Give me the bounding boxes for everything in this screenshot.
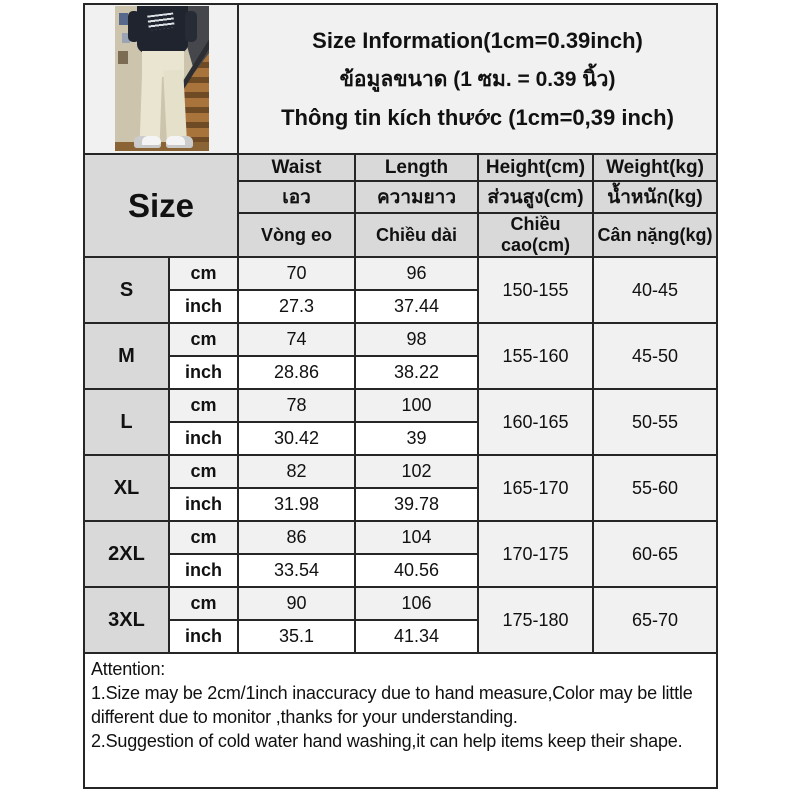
length-inch-value: 38.22 xyxy=(355,356,478,389)
unit-cm-label: cm xyxy=(169,323,238,356)
size-label: 3XL xyxy=(84,587,169,653)
waist-inch-value: 33.54 xyxy=(238,554,355,587)
unit-inch-label: inch xyxy=(169,356,238,389)
unit-inch-label: inch xyxy=(169,488,238,521)
title-vietnamese: Thông tin kích thước (1cm=0,39 inch) xyxy=(281,104,674,130)
unit-cm-label: cm xyxy=(169,455,238,488)
waist-inch-value: 28.86 xyxy=(238,356,355,389)
top-row xyxy=(84,4,717,154)
length-cm-value: 104 xyxy=(355,521,478,554)
height-range-value: 175-180 xyxy=(478,587,593,653)
attention-section xyxy=(84,653,717,788)
col-header-length-th: ความยาว xyxy=(355,181,478,213)
photo-poster-icon xyxy=(119,13,128,25)
height-range-value: 155-160 xyxy=(478,323,593,389)
top-section xyxy=(84,4,717,154)
size-row-cm xyxy=(84,323,717,356)
attention-note-1: 1.Size may be 2cm/1inch inaccuracy due to hand measure,Color may be little different due to monitor ,thanks for your understanding. xyxy=(91,683,693,728)
col-header-weight-en: Weight(kg) xyxy=(593,154,717,181)
length-inch-value: 37.44 xyxy=(355,290,478,323)
waist-inch-value: 31.98 xyxy=(238,488,355,521)
unit-cm-label: cm xyxy=(169,587,238,620)
size-table xyxy=(83,3,718,789)
col-header-waist-en: Waist xyxy=(238,154,355,181)
model-shoe xyxy=(166,136,193,148)
height-range-value: 150-155 xyxy=(478,257,593,323)
length-inch-value: 39.78 xyxy=(355,488,478,521)
col-header-height-vi: Chiều cao(cm) xyxy=(478,213,593,257)
size-row-cm xyxy=(84,389,717,422)
title-english: Size Information(1cm=0.39inch) xyxy=(312,27,643,53)
col-header-length-en: Length xyxy=(355,154,478,181)
length-cm-value: 98 xyxy=(355,323,478,356)
model-pants-left-leg xyxy=(140,70,162,141)
length-cm-value: 100 xyxy=(355,389,478,422)
length-cm-value: 106 xyxy=(355,587,478,620)
length-cm-value: 96 xyxy=(355,257,478,290)
size-label: S xyxy=(84,257,169,323)
size-rows-section xyxy=(84,257,717,653)
length-cm-value: 102 xyxy=(355,455,478,488)
waist-cm-value: 78 xyxy=(238,389,355,422)
size-row-cm xyxy=(84,521,717,554)
waist-cm-value: 90 xyxy=(238,587,355,620)
weight-range-value: 50-55 xyxy=(593,389,717,455)
weight-range-value: 40-45 xyxy=(593,257,717,323)
attention-note-2: 2.Suggestion of cold water hand washing,it can help items keep their shape. xyxy=(91,731,683,752)
waist-inch-value: 30.42 xyxy=(238,422,355,455)
weight-range-value: 65-70 xyxy=(593,587,717,653)
waist-cm-value: 74 xyxy=(238,323,355,356)
size-row-cm xyxy=(84,257,717,290)
header-section xyxy=(84,154,717,257)
waist-inch-value: 27.3 xyxy=(238,290,355,323)
length-inch-value: 40.56 xyxy=(355,554,478,587)
unit-inch-label: inch xyxy=(169,290,238,323)
size-row-cm xyxy=(84,455,717,488)
col-header-waist-th: เอว xyxy=(238,181,355,213)
photo-cell xyxy=(84,4,238,154)
size-label: XL xyxy=(84,455,169,521)
size-label: M xyxy=(84,323,169,389)
size-row-cm xyxy=(84,587,717,620)
waist-cm-value: 86 xyxy=(238,521,355,554)
unit-inch-label: inch xyxy=(169,422,238,455)
model-sleeve xyxy=(128,11,140,42)
size-label: L xyxy=(84,389,169,455)
unit-cm-label: cm xyxy=(169,389,238,422)
size-label: 2XL xyxy=(84,521,169,587)
col-header-waist-vi: Vòng eo xyxy=(238,213,355,257)
length-inch-value: 41.34 xyxy=(355,620,478,653)
weight-range-value: 55-60 xyxy=(593,455,717,521)
attention-heading: Attention: xyxy=(91,659,166,679)
model-shirt-print xyxy=(147,12,175,30)
model-sleeve xyxy=(185,11,197,42)
title-thai: ข้อมูลขนาด (1 ซม. = 0.39 นิ้ว) xyxy=(339,67,616,91)
col-header-height-en: Height(cm) xyxy=(478,154,593,181)
col-header-weight-vi: Cân nặng(kg) xyxy=(593,213,717,257)
height-range-value: 160-165 xyxy=(478,389,593,455)
waist-cm-value: 70 xyxy=(238,257,355,290)
col-header-height-th: ส่วนสูง(cm) xyxy=(478,181,593,213)
unit-cm-label: cm xyxy=(169,257,238,290)
height-range-value: 170-175 xyxy=(478,521,593,587)
weight-range-value: 60-65 xyxy=(593,521,717,587)
model-photo xyxy=(115,6,209,151)
length-inch-value: 39 xyxy=(355,422,478,455)
photo-floor xyxy=(115,142,209,151)
attention-cell xyxy=(84,653,717,788)
waist-cm-value: 82 xyxy=(238,455,355,488)
model-pants-right-leg xyxy=(163,70,187,141)
unit-inch-label: inch xyxy=(169,620,238,653)
header-row-english xyxy=(84,154,717,181)
title-cell xyxy=(238,4,717,154)
unit-inch-label: inch xyxy=(169,554,238,587)
photo-poster-icon xyxy=(118,51,128,64)
unit-cm-label: cm xyxy=(169,521,238,554)
weight-range-value: 45-50 xyxy=(593,323,717,389)
waist-inch-value: 35.1 xyxy=(238,620,355,653)
col-header-weight-th: น้ำหนัก(kg) xyxy=(593,181,717,213)
height-range-value: 165-170 xyxy=(478,455,593,521)
attention-row xyxy=(84,653,717,788)
model-shoe xyxy=(134,136,161,148)
size-header-label: Size xyxy=(84,154,238,257)
col-header-length-vi: Chiều dài xyxy=(355,213,478,257)
